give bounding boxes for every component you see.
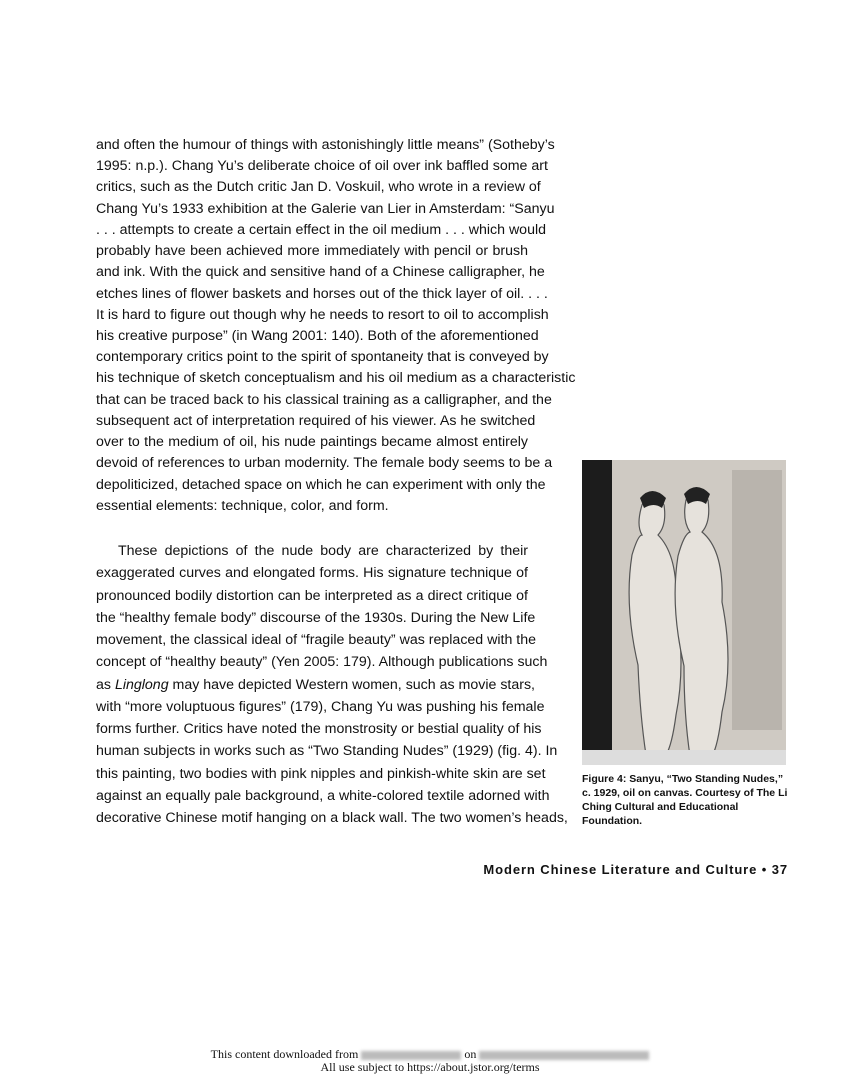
terms-line[interactable]: All use subject to https://about.jstor.org/terms <box>320 1060 540 1074</box>
running-footer: Modern Chinese Literature and Culture • 37 <box>483 862 788 877</box>
text-line: critics, such as the Dutch critic Jan D. Voskuil, who wrote in a review of <box>96 179 541 196</box>
text-line: and ink. With the quick and sensitive hand of a Chinese calligrapher, he <box>96 264 545 281</box>
text-line: probably have been achieved more immediately with pencil or brush <box>96 243 528 260</box>
text-line: this painting, two bodies with pink nipples and pinkish-white skin are set <box>96 765 546 782</box>
text-line: Chang Yu’s 1933 exhibition at the Galerie van Lier in Amsterdam: “Sanyu <box>96 200 555 217</box>
text-line: depoliticized, detached space on which he can experiment with only the <box>96 476 546 493</box>
text-line: These depictions of the nude body are characterized by their <box>118 543 528 559</box>
text-line: concept of “healthy beauty” (Yen 2005: 179). Although publications such <box>96 654 548 671</box>
text-line: devoid of references to urban modernity. The female body seems to be a <box>96 455 553 472</box>
text-line: movement, the classical ideal of “fragile beauty” was replaced with the <box>96 632 537 648</box>
redacted-date <box>479 1051 649 1060</box>
text-line: as Linglong may have depicted Western women, such as movie stars, <box>96 676 536 693</box>
text-line: his technique of sketch conceptualism and his oil medium as a characteristic <box>96 370 576 387</box>
text-line: 1995: n.p.). Chang Yu’s deliberate choice of oil over ink baffled some art <box>96 158 548 175</box>
text-line: with “more voluptuous figures” (179), Chang Yu was pushing his female <box>96 698 545 715</box>
text-line: against an equally pale background, a white-colored textile adorned with <box>96 787 550 804</box>
figure-caption: Figure 4: Sanyu, “Two Standing Nudes,” c. 1929, oil on canvas. Courtesy of The Li Ching Cultural and Educational Foundation. <box>582 773 788 827</box>
text-line: over to the medium of oil, his nude paintings became almost entirely <box>96 434 528 451</box>
text-line: forms further. Critics have noted the monstrosity or bestial quality of his <box>96 721 542 737</box>
download-notice-on: on <box>464 1047 477 1061</box>
text-line: human subjects in works such as “Two Standing Nudes” (1929) (fig. 4). In <box>96 743 558 760</box>
text-line: and often the humour of things with astonishingly little means” (Sotheby’s <box>96 137 555 153</box>
text-line: etches lines of flower baskets and horses out of the thick layer of oil. . . . <box>96 285 548 302</box>
text-line: pronounced bodily distortion can be interpreted as a direct critique of <box>96 587 528 604</box>
text-line: the “healthy female body” discourse of the 1930s. During the New Life <box>96 609 536 626</box>
figure-painting-image <box>582 460 786 765</box>
download-notice <box>0 1048 860 1074</box>
download-notice-prefix: This content downloaded from <box>210 1047 359 1061</box>
text-line: It is hard to figure out though why he needs to resort to oil to accomplish <box>96 306 549 323</box>
text-line: that can be traced back to his classical training as a calligrapher, and the <box>96 391 552 408</box>
text-line: decorative Chinese motif hanging on a black wall. The two women’s heads, <box>96 810 568 826</box>
text-line: . . . attempts to create a certain effect in the oil medium . . . which would <box>96 221 547 238</box>
redacted-ip <box>361 1051 461 1060</box>
text-line: exaggerated curves and elongated forms. His signature technique of <box>96 565 528 582</box>
text-line: essential elements: technique, color, and form. <box>96 497 389 514</box>
text-line: subsequent act of interpretation required of his viewer. As he switched <box>96 412 536 429</box>
text-line: contemporary critics point to the spirit of spontaneity that is conveyed by <box>96 349 549 366</box>
text-line: his creative purpose” (in Wang 2001: 140). Both of the aforementioned <box>96 327 539 344</box>
